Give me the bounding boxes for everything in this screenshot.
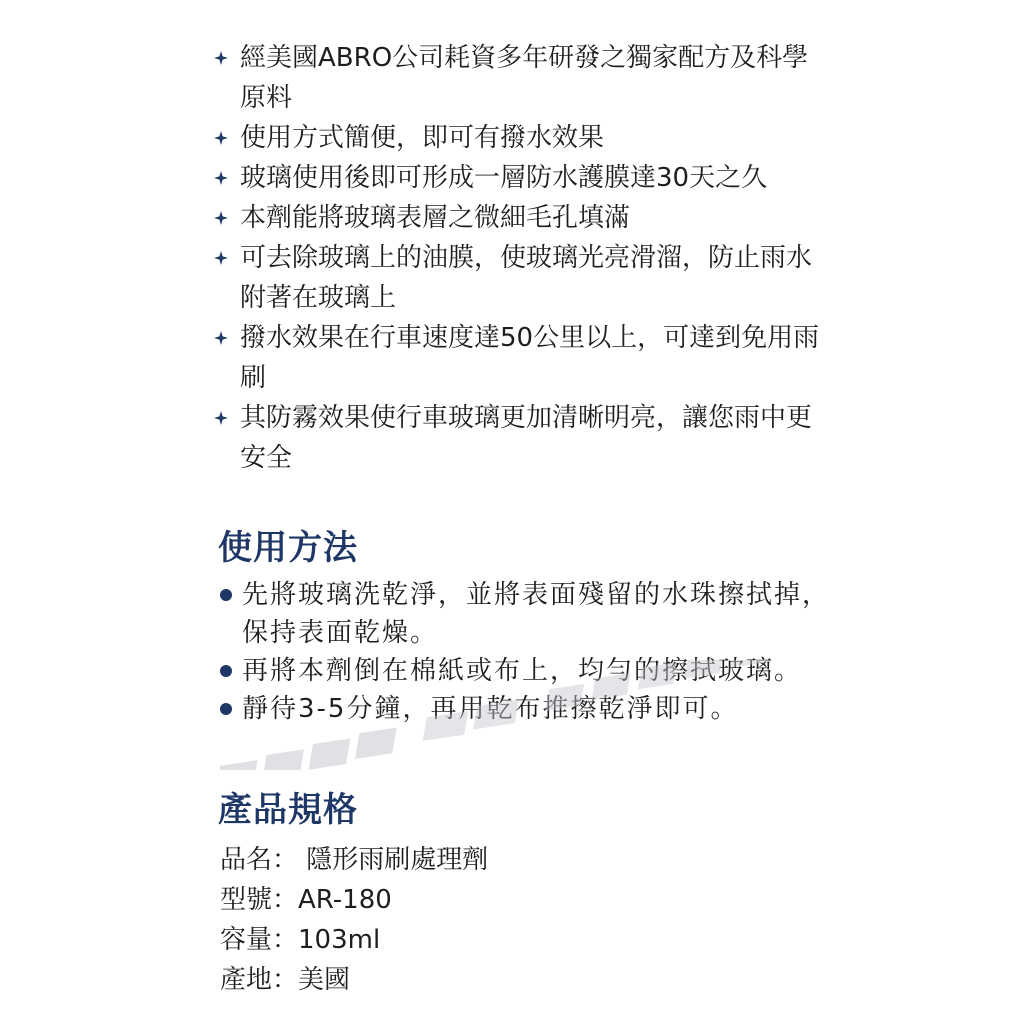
feature-text: 撥水效果在行車速度達50公里以上，可達到免用雨刷 [240, 323, 820, 393]
four-point-star-icon [214, 118, 236, 158]
feature-text: 可去除玻璃上的油膜，使玻璃光亮滑溜，防止雨水附著在玻璃上 [240, 243, 813, 313]
four-point-star-icon [214, 38, 236, 78]
dot-icon [220, 589, 232, 601]
usage-step-text: 先將玻璃洗乾淨，並將表面殘留的水珠擦拭掉，保持表面乾燥。 [242, 580, 831, 648]
usage-step [218, 652, 838, 690]
feature-item [214, 158, 834, 198]
feature-item [214, 238, 834, 318]
spec-section-title: 產品規格 [218, 790, 358, 830]
feature-item [214, 398, 834, 478]
spec-list [220, 840, 488, 1000]
feature-item [214, 318, 834, 398]
four-point-star-icon [214, 198, 236, 238]
spec-origin-row: 產地：美國 [220, 965, 351, 995]
usage-step-text: 靜待3-5分鐘，再用乾布推擦乾淨即可。 [242, 694, 739, 724]
usage-step-text: 再將本劑倒在棉紙或布上，均勻的擦拭玻璃。 [242, 656, 803, 686]
spec-volume-row: 容量：103ml [220, 925, 381, 955]
feature-item [214, 118, 834, 158]
feature-text: 使用方式簡便，即可有撥水效果 [240, 123, 605, 153]
usage-step [218, 690, 838, 728]
usage-step [218, 576, 838, 652]
feature-list [214, 38, 834, 478]
dot-icon [220, 703, 232, 715]
spec-model-row: 型號：AR-180 [220, 885, 392, 915]
four-point-star-icon [214, 238, 236, 278]
feature-text: 玻璃使用後即可形成一層防水護膜達30天之久 [240, 163, 768, 193]
spec-name-row: 品名： 隱形雨刷處理劑 [220, 845, 489, 875]
usage-section-title: 使用方法 [218, 528, 358, 568]
feature-item [214, 198, 834, 238]
four-point-star-icon [214, 318, 236, 358]
four-point-star-icon [214, 158, 236, 198]
feature-text: 本劑能將玻璃表層之微細毛孔填滿 [240, 203, 631, 233]
usage-step-list [218, 576, 838, 728]
feature-text: 經美國ABRO公司耗資多年研發之獨家配方及科學原料 [240, 43, 809, 113]
four-point-star-icon [214, 398, 236, 438]
dot-icon [220, 665, 232, 677]
feature-item [214, 38, 834, 118]
feature-text: 其防霧效果使行車玻璃更加清晰明亮，讓您雨中更安全 [240, 403, 813, 473]
